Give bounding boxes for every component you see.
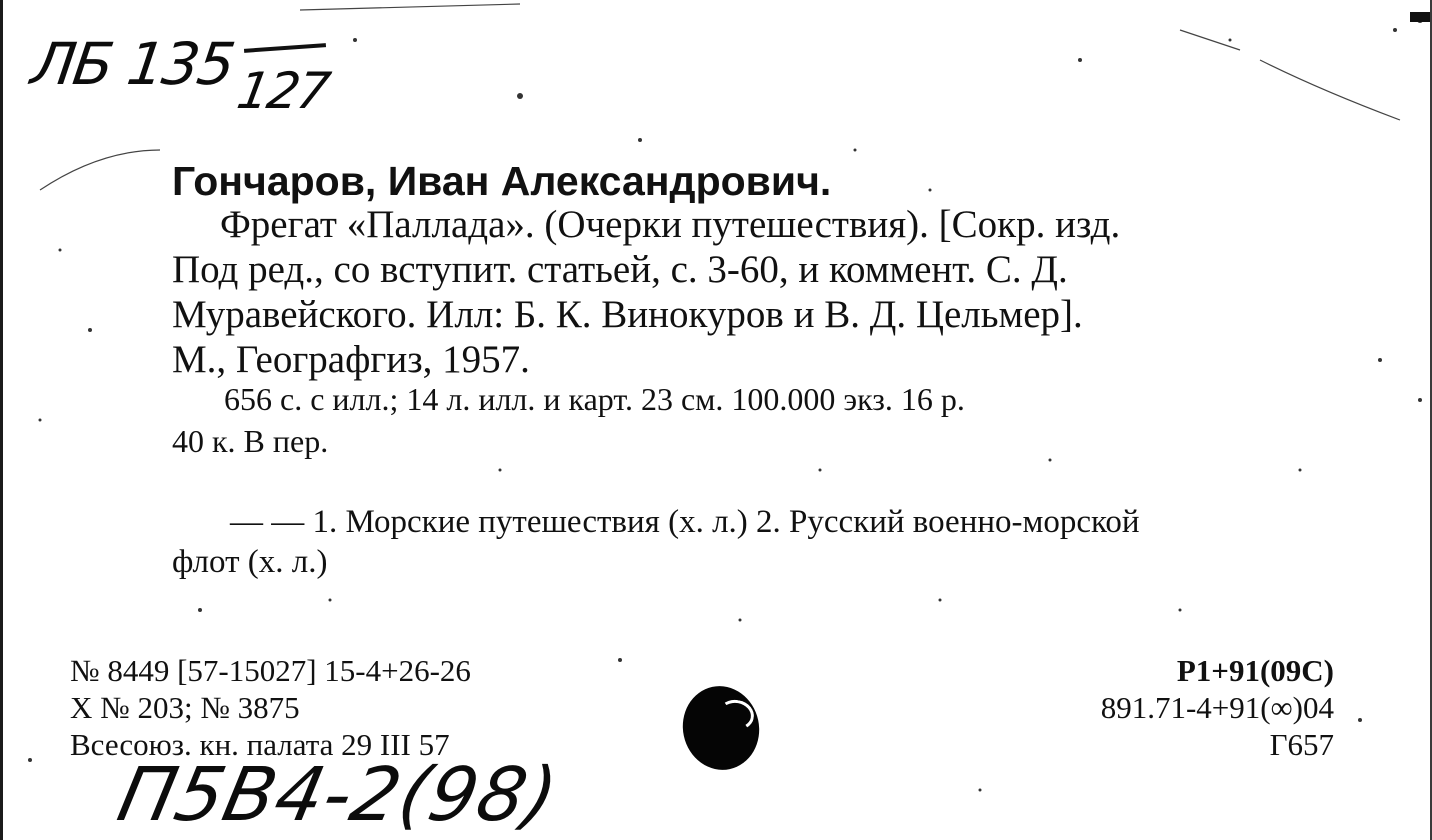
subject-line: флот (х. л.) bbox=[172, 544, 328, 580]
subject-headings bbox=[172, 502, 1340, 582]
subject-line: — — 1. Морские путешествия (х. л.) 2. Русский военно-морской bbox=[230, 504, 1140, 540]
description-line: Фрегат «Паллада». (Очерки путешествия). [Сокр. изд. bbox=[220, 203, 1121, 246]
collation bbox=[172, 378, 1342, 462]
collation-line: 656 с. с илл.; 14 л. илл. и карт. 23 см. 100.000 экз. 16 р. bbox=[224, 381, 965, 417]
card-left-edge bbox=[0, 0, 3, 840]
classification-codes bbox=[1101, 652, 1334, 763]
classification-line: 891.71-4+91(∞)04 bbox=[1100, 690, 1334, 725]
classification-line: Г657 bbox=[1269, 727, 1334, 762]
registry-numbers bbox=[70, 652, 471, 763]
punch-hole bbox=[675, 679, 767, 777]
classification-line: Р1+91(09С) bbox=[1176, 653, 1334, 688]
description-line: М., Географгиз, 1957. bbox=[172, 338, 530, 381]
registry-line: Всесоюз. кн. палата 29 III 57 bbox=[70, 727, 450, 762]
registry-line: Х № 203; № 3875 bbox=[70, 690, 300, 725]
registry-line: № 8449 [57-15027] 15-4+26-26 bbox=[70, 653, 471, 688]
handwritten-code: П5В4-2(98) bbox=[110, 752, 566, 838]
shelf-mark-divider bbox=[244, 43, 326, 53]
shelf-mark-sub: 127 bbox=[232, 62, 333, 120]
title-description bbox=[172, 202, 1342, 382]
shelf-mark-main: ЛБ 135 bbox=[27, 30, 238, 98]
collation-line: 40 к. В пер. bbox=[172, 423, 329, 459]
description-line: Под ред., со вступит. статьей, с. 3-60, и коммент. С. Д. bbox=[172, 248, 1068, 291]
description-line: Муравейского. Илл: Б. К. Винокуров и В. Д. Цельмер]. bbox=[172, 293, 1083, 336]
author-heading: Гончаров, Иван Александрович. bbox=[172, 158, 832, 204]
